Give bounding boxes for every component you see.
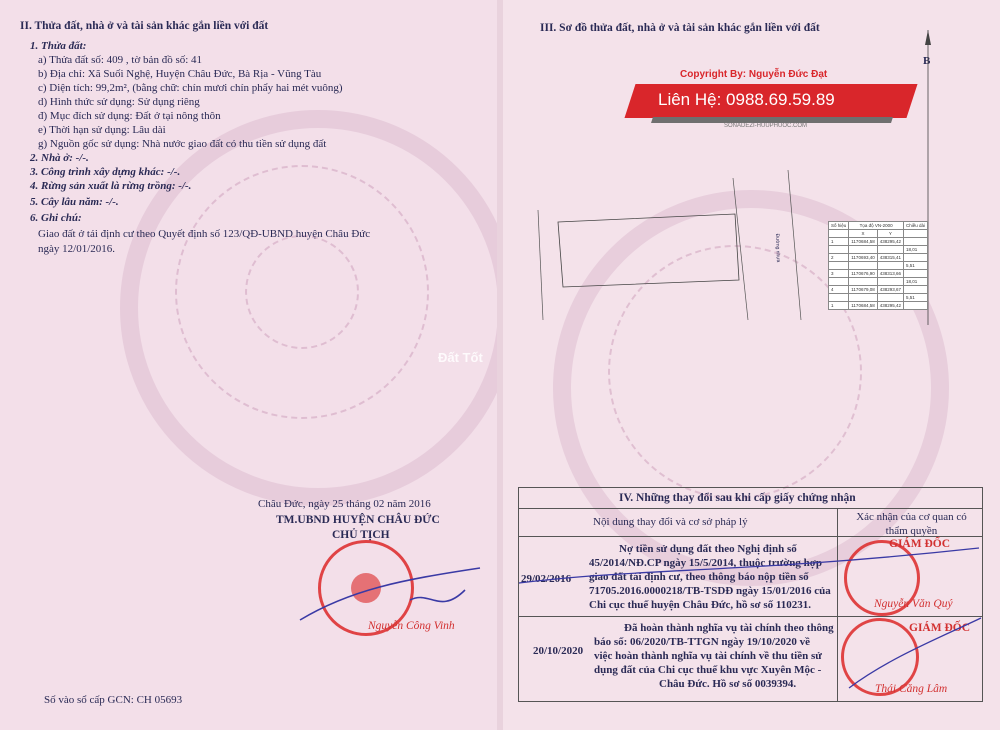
coord-header-title: Tọa độ VN-2000	[849, 222, 904, 230]
coord-cell: 438315,41	[877, 254, 903, 262]
entry-2-line: Đã hoàn thành nghĩa vụ tài chính theo thông	[624, 622, 834, 634]
road-label: Đường nhựa	[773, 233, 781, 263]
coord-row	[829, 270, 928, 278]
entry-2-line: Châu Đức. Hồ sơ số 0039394.	[659, 678, 797, 690]
coord-cell	[829, 246, 849, 254]
copyright-text: Copyright By: Nguyễn Đức Đạt	[680, 69, 828, 80]
coord-row	[829, 246, 928, 254]
coord-cell: 18,01	[904, 278, 928, 286]
coord-cell	[904, 238, 928, 246]
use-origin: g) Nguồn gốc sử dụng: Nhà nước giao đất có thu tiền sử dụng đất	[38, 138, 327, 150]
use-term: e) Thời hạn sử dụng: Lâu dài	[38, 124, 166, 136]
entry-1-line: giao đất tái định cư, theo thông báo nộp tiền số	[589, 571, 809, 583]
entry-1-line: 71705.2016.0000218/TB-TSDĐ ngày 15/01/2016 của	[589, 585, 831, 597]
coord-cell	[849, 278, 877, 286]
notes-line-1: Giao đất ở tái định cư theo Quyết định số 123/QĐ-UBND huyện Châu Đức	[38, 228, 371, 240]
coord-cell: 438313,66	[877, 270, 903, 278]
coord-cell: 1170679,08	[849, 286, 877, 294]
land-heading: 1. Thửa đất:	[30, 40, 87, 52]
coord-cell	[849, 246, 877, 254]
notes-heading: 6. Ghi chú:	[30, 212, 82, 224]
coord-cell: 1	[829, 238, 849, 246]
coord-row	[829, 254, 928, 262]
changes-col-confirm: Xác nhận của cơ quan có thẩm quyền	[856, 511, 967, 537]
coord-header-y: Y	[877, 230, 903, 238]
entry-1-date: 29/02/2016	[521, 573, 572, 585]
entry-1-line: Chi cục thuế huyện Châu Đức, hồ sơ số 110231.	[589, 599, 812, 611]
entry-2-line: báo số: 06/2020/TB-TTGN ngày 19/10/2020 về	[594, 636, 811, 648]
section-title: III. Sơ đồ thửa đất, nhà ở và tài sản khác gắn liền với đất	[540, 22, 820, 34]
entry-2-date: 20/10/2020	[533, 645, 584, 657]
coord-cell	[829, 294, 849, 302]
use-form: d) Hình thức sử dụng: Sử dụng riêng	[38, 96, 200, 108]
coord-row	[829, 286, 928, 294]
coord-row	[829, 294, 928, 302]
parcel-number: a) Thửa đất số: 409 , tờ bản đồ số: 41	[38, 54, 203, 66]
chair-title: CHỦ TỊCH	[332, 529, 390, 541]
coordinate-table	[828, 221, 928, 310]
site-text: SONADEZI-HUUPHUOC.COM	[724, 123, 808, 129]
forest: 4. Rừng sản xuất là rừng trồng: -/-.	[30, 180, 192, 192]
house: 2. Nhà ở: -/-.	[30, 152, 89, 164]
coord-cell: 18,01	[904, 246, 928, 254]
section-title: II. Thửa đất, nhà ở và tài sản khác gắn liền với đất	[20, 20, 269, 32]
coord-header-id: Số hiệu	[829, 222, 849, 230]
coord-row	[829, 302, 928, 310]
coord-cell	[904, 270, 928, 278]
coord-cell: 4	[829, 286, 849, 294]
changes-table	[518, 487, 983, 702]
coord-cell	[877, 294, 903, 302]
changes-col-content: Nội dung thay đổi và cơ sở pháp lý	[593, 516, 748, 528]
entry-1-signer: Nguyễn Văn Quý	[874, 598, 953, 610]
construction: 3. Công trình xây dựng khác: -/-.	[30, 166, 181, 178]
coord-cell: 5,51	[904, 262, 928, 270]
signature-marks	[519, 488, 982, 701]
left-page	[0, 0, 497, 730]
coord-cell: 2	[829, 254, 849, 262]
use-purpose: đ) Mục đích sử dụng: Đất ở tại nông thôn	[38, 110, 221, 122]
watermark-logo: Đất Tốt	[438, 350, 483, 365]
entry-2-line: dụng đất của Chi cục thuế khu vực Xuyên Mộc -	[594, 664, 822, 676]
coord-cell	[877, 278, 903, 286]
coord-row	[829, 238, 928, 246]
date-line: Châu Đức, ngày 25 tháng 02 năm 2016	[258, 498, 431, 510]
coord-cell: 1170676,90	[849, 270, 877, 278]
area: c) Diện tích: 99,2m², (bằng chữ: chín mươi chín phẩy hai mét vuông)	[38, 82, 343, 94]
coord-cell: 1	[829, 302, 849, 310]
coord-row	[829, 278, 928, 286]
coord-cell	[829, 262, 849, 270]
coord-cell: 1170684,58	[849, 238, 877, 246]
contact-phone: Liên Hệ: 0988.69.59.89	[658, 90, 835, 109]
coord-cell	[904, 286, 928, 294]
entry-2-title: GIÁM ĐỐC	[909, 622, 971, 634]
perennial: 5. Cây lâu năm: -/-.	[30, 196, 119, 208]
north-label: B	[923, 55, 931, 67]
coord-cell	[877, 262, 903, 270]
drum-watermark-center	[245, 235, 359, 349]
address: b) Địa chỉ: Xã Suối Nghệ, Huyện Châu Đức, Bà Rịa - Vũng Tàu	[38, 68, 322, 80]
coord-cell	[904, 254, 928, 262]
coord-cell	[829, 278, 849, 286]
coord-row	[829, 262, 928, 270]
coord-cell: 438293,67	[877, 286, 903, 294]
entry-1-line: 45/2014/NĐ.CP ngày 15/5/2014, thuộc trường hợp	[589, 557, 822, 569]
coord-cell: 1170693,40	[849, 254, 877, 262]
coord-cell	[904, 302, 928, 310]
coord-header-length: Chiều dài	[904, 222, 928, 230]
authority: TM.UBND HUYỆN CHÂU ĐỨC	[276, 514, 440, 526]
coord-cell: 1170684,58	[849, 302, 877, 310]
coord-cell	[849, 262, 877, 270]
book-number: Số vào sổ cấp GCN: CH 05693	[44, 694, 183, 706]
entry-1-title: GIÁM ĐỐC	[889, 538, 951, 550]
changes-title: IV. Những thay đổi sau khi cấp giấy chứng nhận	[619, 492, 856, 504]
coord-header-x: X	[849, 230, 877, 238]
coord-cell	[849, 294, 877, 302]
coord-cell: 438295,42	[877, 238, 903, 246]
notes-line-2: ngày 12/01/2016.	[38, 243, 115, 255]
coord-cell: 438295,42	[877, 302, 903, 310]
entry-1-line: Nợ tiền sử dụng đất theo Nghị định số	[619, 543, 797, 555]
entry-2-signer: Thái Căng Lâm	[875, 683, 948, 695]
coord-cell	[877, 246, 903, 254]
coord-cell: 5,51	[904, 294, 928, 302]
coord-cell: 3	[829, 270, 849, 278]
entry-2-line: việc hoàn thành nghĩa vụ tài chính về thu tiền sử	[594, 650, 822, 662]
signer-name: Nguyễn Công Vinh	[368, 620, 455, 632]
